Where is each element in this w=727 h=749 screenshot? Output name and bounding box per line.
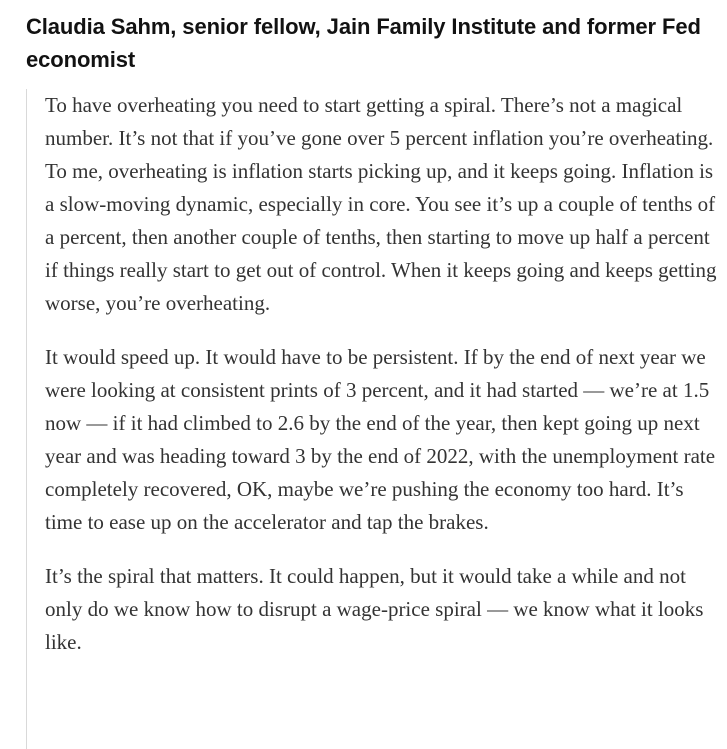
speaker-heading: Claudia Sahm, senior fellow, Jain Family Institute and former Fed economist	[26, 14, 701, 72]
quote-paragraph-1: To have overheating you need to start getting a spiral. There’s not a magical number. It’s not that if you’ve gone over 5 percent inflation you’re overheating. To me, overheating is inflation starts picking up, and it keeps going. Inflation is a slow-moving dynamic, especially in core. You see it’s up a couple of tenths of a percent, then another couple of tenths, then starting to move up half a percent if things really start to get out of control. When it keeps going and keeps getting worse, you’re overheating.	[45, 93, 717, 315]
quote-paragraph-2: It would speed up. It would have to be persistent. If by the end of next year we were looking at consistent prints of 3 percent, and it had started — we’re at 1.5 now — if it had climbed to 2.6 by the end of the year, then kept going up next year and was heading toward 3 by the end of 2022, with the unemployment rate completely recovered, OK, maybe we’re pushing the economy too hard. It’s time to ease up on the accelerator and tap the brakes.	[45, 345, 716, 534]
quote-block	[26, 89, 716, 749]
quote-paragraph-3: It’s the spiral that matters. It could happen, but it would take a while and not only do we know how to disrupt a wage-price spiral — we know what it looks like.	[45, 564, 704, 654]
